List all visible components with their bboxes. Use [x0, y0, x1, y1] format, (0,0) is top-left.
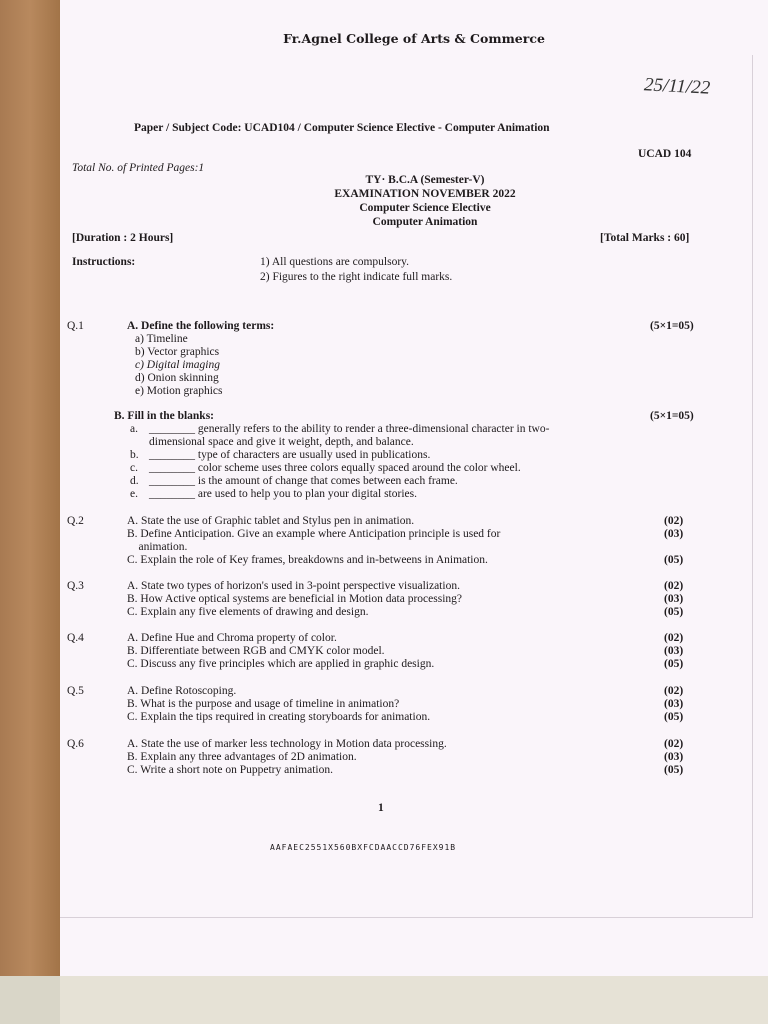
question-text: C. Discuss any five principles which are applied in graphic design. — [127, 658, 435, 670]
term-item: d) Onion skinning — [135, 372, 219, 384]
question-marks: (05) — [664, 764, 684, 776]
instruction-item: 1) All questions are compulsory. — [260, 256, 410, 268]
question-marks: (05) — [664, 658, 684, 670]
q1-b-marks: (5×1=05) — [650, 410, 694, 422]
q1-a-title: A. Define the following terms: — [127, 320, 275, 332]
course-title: TY· B.C.A (Semester-V) — [365, 174, 485, 186]
question-text: A. State the use of Graphic tablet and Stylus pen in animation. — [127, 515, 415, 527]
question-marks: (05) — [664, 554, 684, 566]
question-text: C. Explain any five elements of drawing and design. — [127, 606, 369, 618]
blank-letter: c. — [130, 462, 138, 474]
question-text: B. Differentiate between RGB and CMYK color model. — [127, 645, 385, 657]
question-marks: (02) — [664, 632, 684, 644]
question-marks: (03) — [664, 528, 684, 540]
printed-pages: Total No. of Printed Pages:1 — [72, 162, 205, 174]
blank-letter: b. — [130, 449, 139, 461]
question-text: B. What is the purpose and usage of timeline in animation? — [127, 698, 400, 710]
question-text: A. Define Hue and Chroma property of color. — [127, 632, 337, 644]
subject-title-2: Computer Animation — [372, 216, 478, 228]
binding-strip — [0, 0, 60, 976]
question-marks: (03) — [664, 698, 684, 710]
total-marks: [Total Marks : 60] — [600, 232, 690, 244]
question-number: Q.4 — [67, 632, 84, 644]
question-number: Q.3 — [67, 580, 84, 592]
term-item: b) Vector graphics — [135, 346, 220, 358]
exam-title: EXAMINATION NOVEMBER 2022 — [334, 188, 516, 200]
q1-b-title: B. Fill in the blanks: — [114, 410, 215, 422]
question-text: A. State the use of marker less technology in Motion data processing. — [127, 738, 447, 750]
footer-code: AAFAEC2551X560BXFCDAACCD76FEX91B — [270, 843, 457, 852]
subject-code: UCAD 104 — [638, 148, 692, 160]
blank-letter: d. — [130, 475, 139, 487]
blank-letter: a. — [130, 423, 138, 435]
question-marks: (05) — [664, 711, 684, 723]
question-number: Q.1 — [67, 320, 84, 332]
question-text: C. Explain the tips required in creating storyboards for animation. — [127, 711, 431, 723]
instruction-item: 2) Figures to the right indicate full marks. — [260, 271, 453, 283]
page-number: 1 — [378, 802, 384, 814]
exam-paper — [60, 0, 768, 976]
blank-text: ________ generally refers to the ability to render a three-dimensional character in two- — [149, 423, 550, 435]
question-text: animation. — [127, 541, 188, 553]
blank-text: ________ color scheme uses three colors equally spaced around the color wheel. — [149, 462, 521, 474]
term-item: e) Motion graphics — [135, 385, 223, 397]
question-marks: (03) — [664, 645, 684, 657]
term-item: c) Digital imaging — [135, 359, 220, 371]
question-text: B. Define Anticipation. Give an example where Anticipation principle is used for — [127, 528, 501, 540]
question-number: Q.5 — [67, 685, 84, 697]
question-marks: (02) — [664, 580, 684, 592]
blank-text: ________ type of characters are usually used in publications. — [149, 449, 431, 461]
blank-text: ________ is the amount of change that comes between each frame. — [149, 475, 458, 487]
duration: [Duration : 2 Hours] — [72, 232, 174, 244]
question-text: C. Write a short note on Puppetry animation. — [127, 764, 333, 776]
blank-letter: e. — [130, 488, 138, 500]
question-number: Q.2 — [67, 515, 84, 527]
blank-text: dimensional space and give it weight, depth, and balance. — [149, 436, 414, 448]
question-marks: (02) — [664, 738, 684, 750]
q1-a-marks: (5×1=05) — [650, 320, 694, 332]
question-marks: (02) — [664, 685, 684, 697]
question-text: B. How Active optical systems are beneficial in Motion data processing? — [127, 593, 463, 605]
term-item: a) Timeline — [135, 333, 188, 345]
question-marks: (03) — [664, 593, 684, 605]
question-text: A. State two types of horizon's used in 3-point perspective visualization. — [127, 580, 460, 592]
question-marks: (05) — [664, 606, 684, 618]
instructions-label: Instructions: — [72, 256, 136, 268]
blank-text: ________ are used to help you to plan your digital stories. — [149, 488, 417, 500]
question-text: A. Define Rotoscoping. — [127, 685, 237, 697]
question-marks: (03) — [664, 751, 684, 763]
college-header: Fr.Agnel College of Arts & Commerce — [283, 31, 545, 46]
subject-title-1: Computer Science Elective — [359, 202, 491, 214]
question-text: C. Explain the role of Key frames, breakdowns and in-betweens in Animation. — [127, 554, 488, 566]
paper-subject-line: Paper / Subject Code: UCAD104 / Computer Science Elective - Computer Animation — [134, 122, 550, 134]
question-marks: (02) — [664, 515, 684, 527]
handwritten-date: 25/11/22 — [643, 74, 711, 99]
scan-background — [60, 976, 768, 1024]
question-number: Q.6 — [67, 738, 84, 750]
question-text: B. Explain any three advantages of 2D animation. — [127, 751, 357, 763]
